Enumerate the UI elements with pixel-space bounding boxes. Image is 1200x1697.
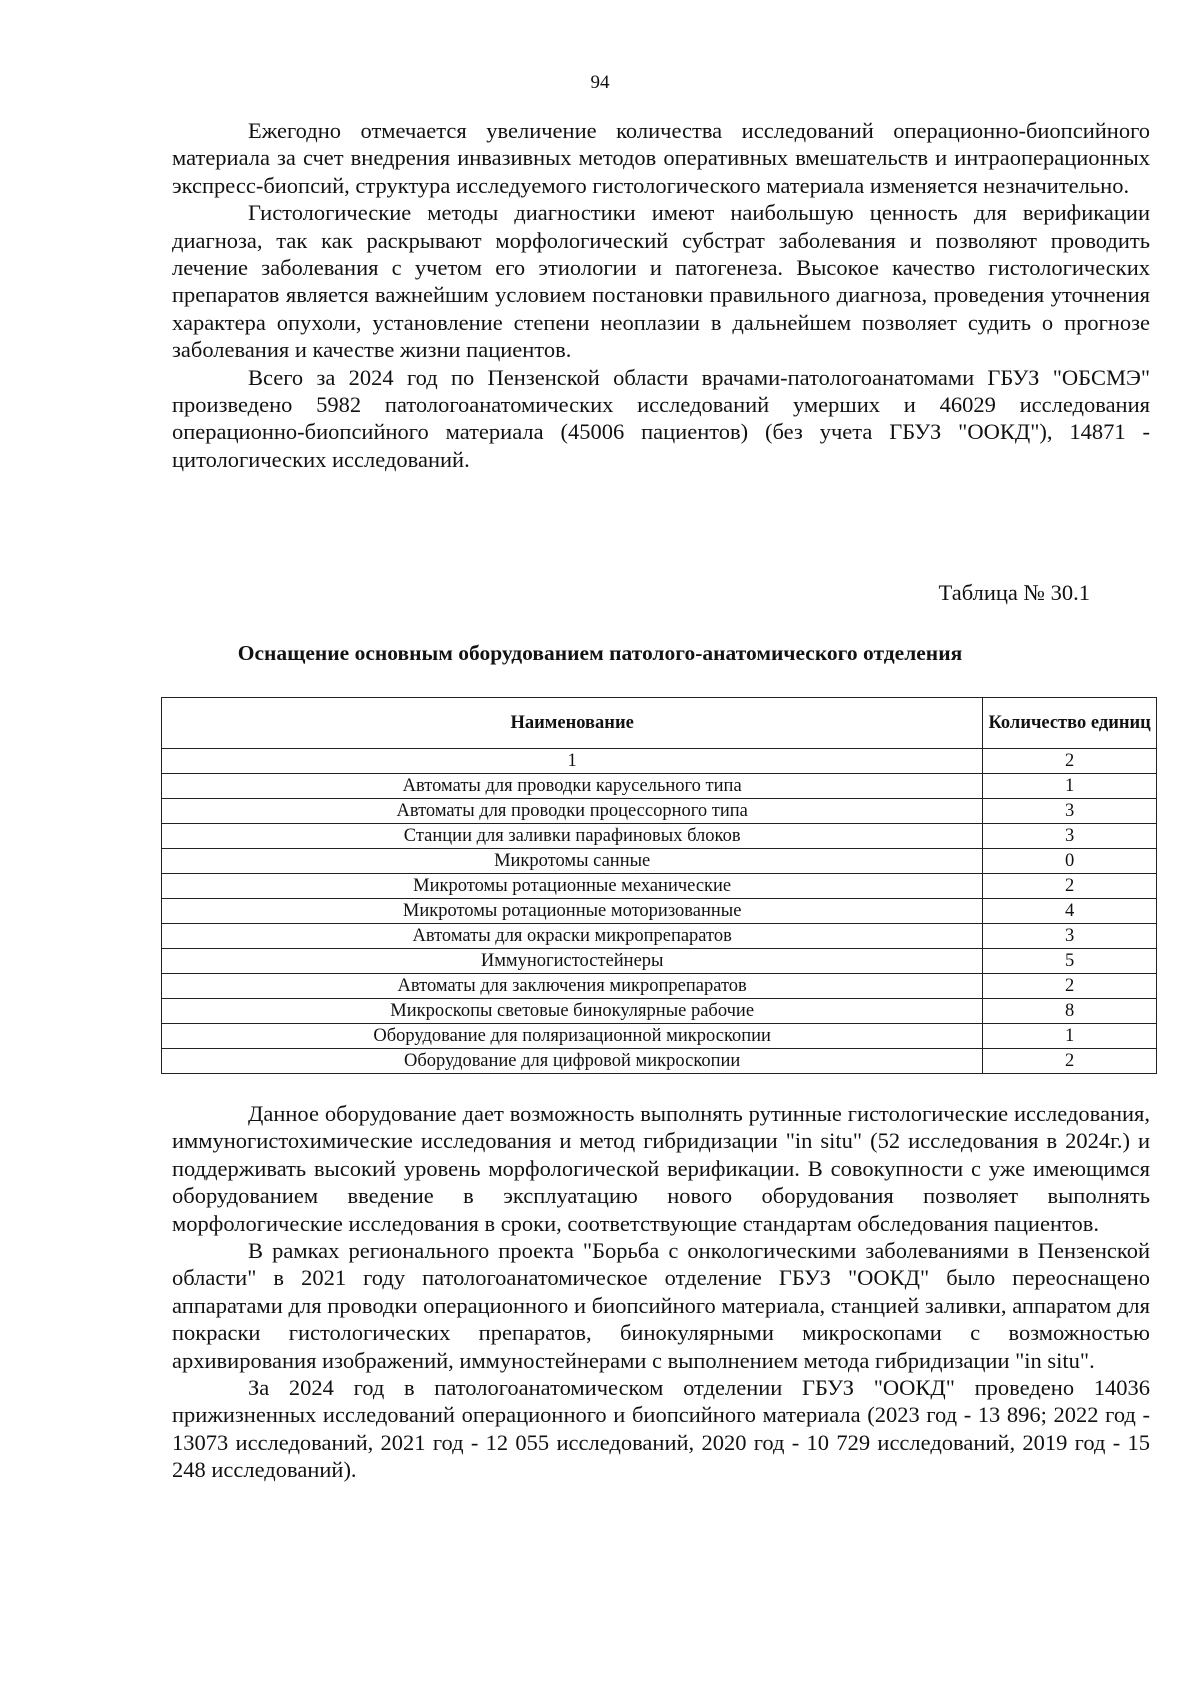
- header-name: Наименование: [162, 698, 983, 749]
- table-row: [162, 799, 1157, 824]
- table-row: [162, 874, 1157, 899]
- equipment-name: Автоматы для окраски микропрепаратов: [162, 924, 983, 949]
- body-text-top: [172, 117, 1150, 473]
- equipment-quantity: 8: [983, 999, 1157, 1024]
- equipment-quantity: 1: [983, 774, 1157, 799]
- equipment-quantity: 2: [983, 1049, 1157, 1074]
- equipment-quantity: 3: [983, 824, 1157, 849]
- equipment-name: Микротомы ротационные моторизованные: [162, 899, 983, 924]
- equipment-quantity: 5: [983, 949, 1157, 974]
- equipment-quantity: 0: [983, 849, 1157, 874]
- table-row: [162, 974, 1157, 999]
- equipment-quantity: 1: [983, 1024, 1157, 1049]
- equipment-quantity: 3: [983, 924, 1157, 949]
- paragraph: Ежегодно отмечается увеличение количества исследований операционно-биопсийного материала за счет внедрения инвазивных методов оперативных вмешательств и интраоперационных экспресс-биопсий, структура исследуемого гистологического материала изменяется незначительно.: [172, 118, 1150, 198]
- equipment-name: Иммуногистостейнеры: [162, 949, 983, 974]
- table-row: [162, 1049, 1157, 1074]
- table-title: Оснащение основным оборудованием патолого-анатомического отделения: [237, 641, 963, 665]
- body-text-bottom: [172, 1100, 1150, 1484]
- table-row: [162, 1024, 1157, 1049]
- header-quantity: Количество единиц: [983, 698, 1157, 749]
- paragraph: Данное оборудование дает возможность выполнять рутинные гистологические исследования, иммуногистохимические исследования и метод гибридизации "in situ" (52 исследования в 2024г.) и поддерживать высокий уровень морфологической верификации. В совокупности с уже имеющимся оборудованием введение в эксплуатацию нового оборудования позволяет выполнять морфологические исследования в сроки, соответствующие стандартам обследования пациентов.: [172, 1101, 1150, 1236]
- equipment-table: [161, 697, 1157, 1074]
- equipment-quantity: 2: [983, 749, 1157, 774]
- equipment-name: Оборудование для поляризационной микроскопии: [162, 1024, 983, 1049]
- equipment-quantity: 4: [983, 899, 1157, 924]
- equipment-name: Оборудование для цифровой микроскопии: [162, 1049, 983, 1074]
- equipment-quantity: 2: [983, 974, 1157, 999]
- equipment-quantity: 3: [983, 799, 1157, 824]
- table-row: [162, 999, 1157, 1024]
- page-number: 94: [590, 72, 610, 93]
- table-row: [162, 824, 1157, 849]
- table-caption: Таблица № 30.1: [938, 580, 1090, 605]
- table-row: [162, 924, 1157, 949]
- equipment-name: Автоматы для заключения микропрепаратов: [162, 974, 983, 999]
- paragraph: В рамках регионального проекта "Борьба с онкологическими заболеваниями в Пензенской области" в 2021 году патологоанатомическое отделение ГБУЗ "ООКД" было переоснащено аппаратами для проводки операционного и биопсийного материала, станцией заливки, аппаратом для покраски гистологических препаратов, бинокулярными микроскопами с возможностью архивирования изображений, иммуностейнерами с выполнением метода гибридизации "in situ".: [172, 1238, 1150, 1373]
- equipment-name: Микротомы ротационные механические: [162, 874, 983, 899]
- table-row: [162, 949, 1157, 974]
- table-row: [162, 849, 1157, 874]
- table-row: [162, 749, 1157, 774]
- equipment-name: Микротомы санные: [162, 849, 983, 874]
- paragraph: Всего за 2024 год по Пензенской области врачами-патологоанатомами ГБУЗ "ОБСМЭ" произведено 5982 патологоанатомических исследований умерших и 46029 исследования операционно-биопсийного материала (45006 пациентов) (без учета ГБУЗ "ООКД"), 14871 - цитологических исследований.: [172, 364, 1150, 472]
- equipment-name: Станции для заливки парафиновых блоков: [162, 824, 983, 849]
- table-row: [162, 899, 1157, 924]
- equipment-name: 1: [162, 749, 983, 774]
- table-row: [162, 774, 1157, 799]
- equipment-name: Автоматы для проводки карусельного типа: [162, 774, 983, 799]
- equipment-name: Микроскопы световые бинокулярные рабочие: [162, 999, 983, 1024]
- paragraph: Гистологические методы диагностики имеют наибольшую ценность для верификации диагноза, так как раскрывают морфологический субстрат заболевания и позволяют проводить лечение заболевания с учетом его этиологии и патогенеза. Высокое качество гистологических препаратов является важнейшим условием постановки правильного диагноза, проведения уточнения характера опухоли, установление степени неоплазии в дальнейшем позволяет судить о прогнозе заболевания и качестве жизни пациентов.: [172, 200, 1150, 363]
- equipment-quantity: 2: [983, 874, 1157, 899]
- equipment-name: Автоматы для проводки процессорного типа: [162, 799, 983, 824]
- table-header-row: [162, 698, 1157, 749]
- paragraph: За 2024 год в патологоанатомическом отделении ГБУЗ "ООКД" проведено 14036 прижизненных исследований операционного и биопсийного материала (2023 год - 13 896; 2022 год - 13073 исследований, 2021 год - 12 055 исследований, 2020 год - 10 729 исследований, 2019 год - 15 248 исследований).: [172, 1375, 1150, 1483]
